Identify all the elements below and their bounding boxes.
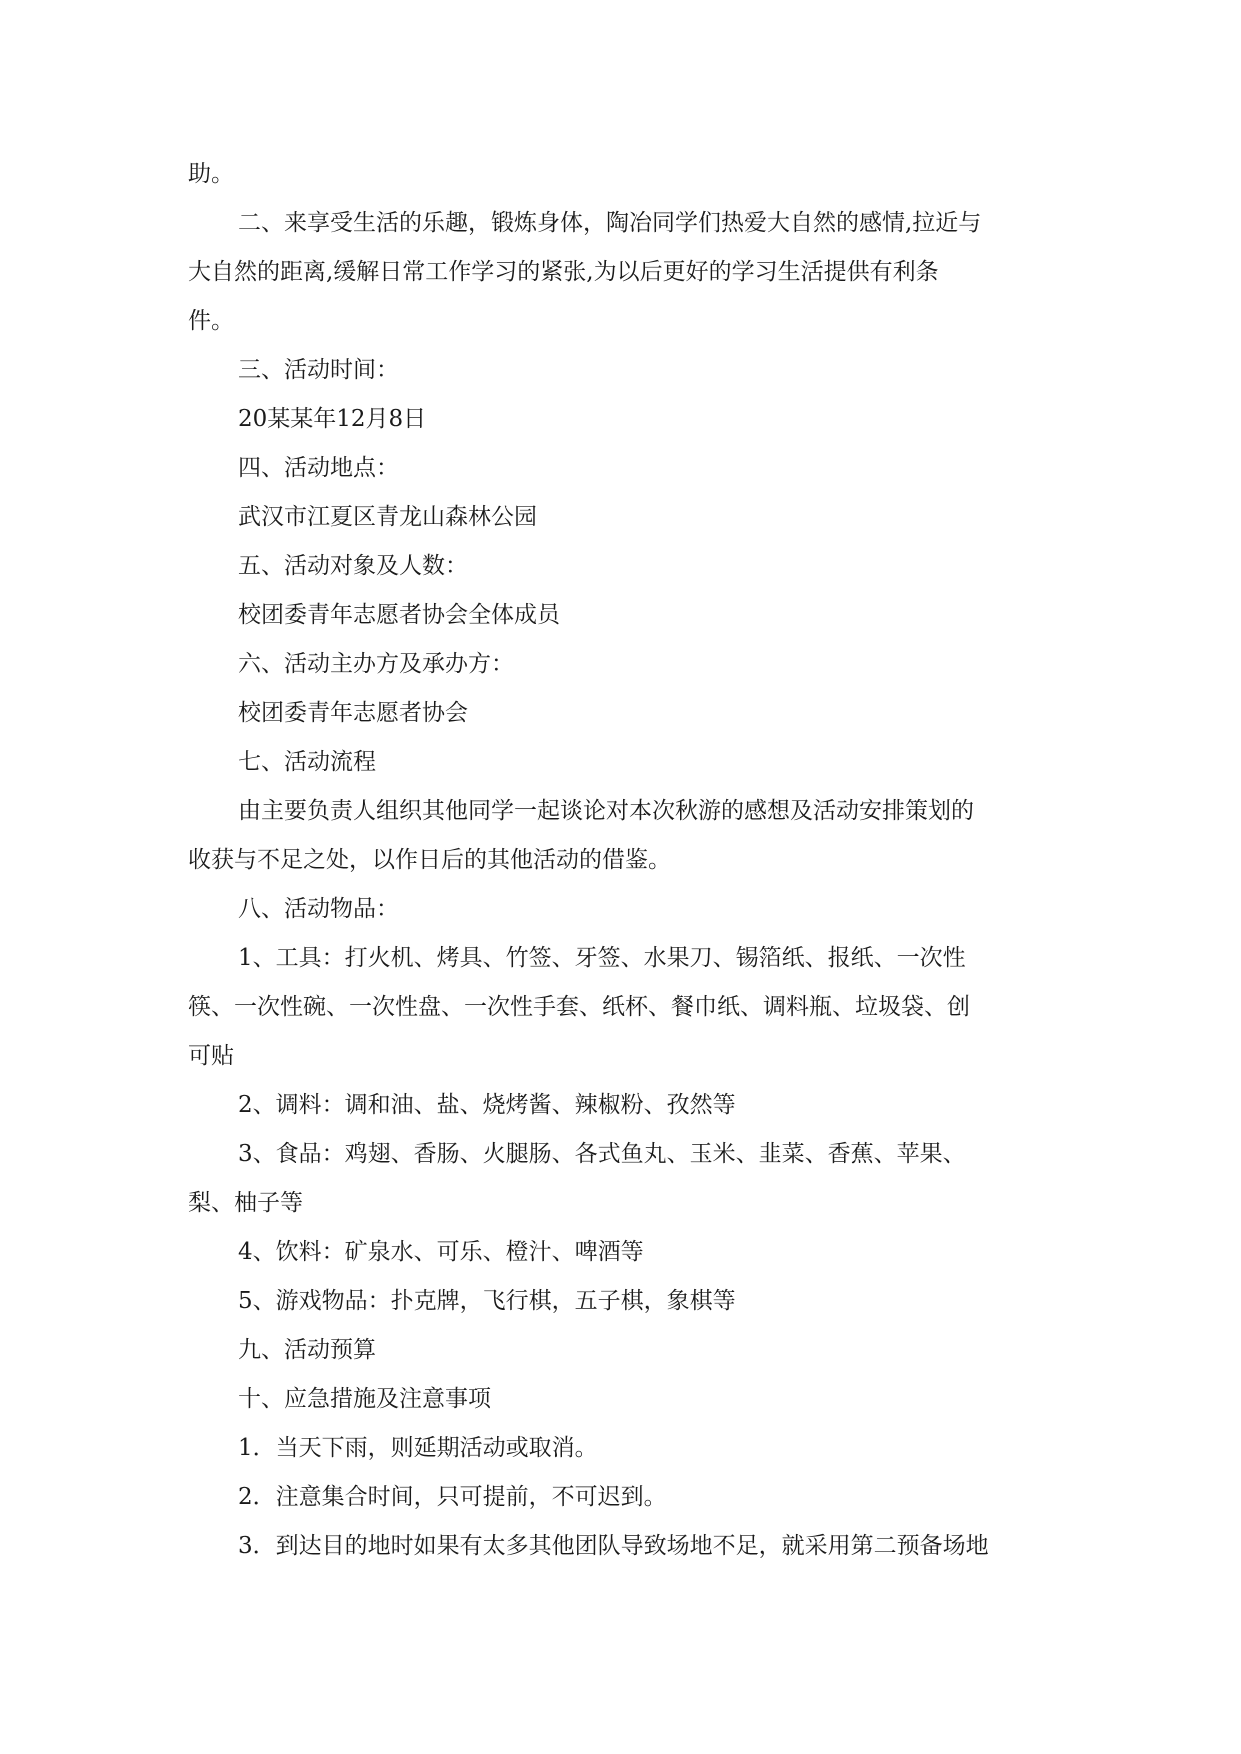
paragraph-line: 20某某年12月8日 (238, 406, 427, 432)
paragraph-line: 可贴 (188, 1043, 234, 1069)
paragraph-line: 校团委青年志愿者协会全体成员 (238, 602, 560, 628)
section-heading: 六、活动主办方及承办方： (238, 651, 514, 677)
section-heading: 八、活动物品： (238, 896, 399, 922)
list-item: 5、游戏物品：扑克牌，飞行棋，五子棋，象棋等 (238, 1288, 736, 1314)
paragraph-line: 大自然的距离,缓解日常工作学习的紧张,为以后更好的学习生活提供有利条 (188, 259, 939, 285)
section-heading: 七、活动流程 (238, 749, 376, 775)
paragraph-line: 武汉市江夏区青龙山森林公园 (238, 504, 537, 530)
list-item: 1、工具：打火机、烤具、竹签、牙签、水果刀、锡箔纸、报纸、一次性 (238, 945, 966, 971)
section-heading: 五、活动对象及人数： (238, 553, 468, 579)
list-item: 4、饮料：矿泉水、可乐、橙汁、啤酒等 (238, 1239, 644, 1265)
section-heading: 三、活动时间： (238, 357, 399, 383)
paragraph-line: 筷、一次性碗、一次性盘、一次性手套、纸杯、餐巾纸、调料瓶、垃圾袋、创 (188, 994, 970, 1020)
section-heading: 九、活动预算 (238, 1337, 376, 1363)
list-item: 2．注意集合时间，只可提前，不可迟到。 (238, 1484, 667, 1510)
paragraph-line: 校团委青年志愿者协会 (238, 700, 468, 726)
list-item: 1．当天下雨，则延期活动或取消。 (238, 1435, 598, 1461)
paragraph-line: 收获与不足之处，以作日后的其他活动的借鉴。 (188, 847, 671, 873)
paragraph-line: 二、来享受生活的乐趣，锻炼身体，陶冶同学们热爱大自然的感情,拉近与 (238, 210, 982, 236)
paragraph-line: 由主要负责人组织其他同学一起谈论对本次秋游的感想及活动安排策划的 (238, 798, 974, 824)
list-item: 2、调料：调和油、盐、烧烤酱、辣椒粉、孜然等 (238, 1092, 736, 1118)
section-heading: 四、活动地点： (238, 455, 399, 481)
list-item: 3、食品：鸡翅、香肠、火腿肠、各式鱼丸、玉米、韭菜、香蕉、苹果、 (238, 1141, 966, 1167)
list-item: 3．到达目的地时如果有太多其他团队导致场地不足，就采用第二预备场地 (238, 1533, 989, 1559)
document-body (188, 150, 1058, 1571)
paragraph-line: 件。 (188, 308, 234, 334)
paragraph-line: 梨、柚子等 (188, 1190, 303, 1216)
section-heading: 十、应急措施及注意事项 (238, 1386, 491, 1412)
paragraph-line: 助。 (188, 161, 234, 187)
